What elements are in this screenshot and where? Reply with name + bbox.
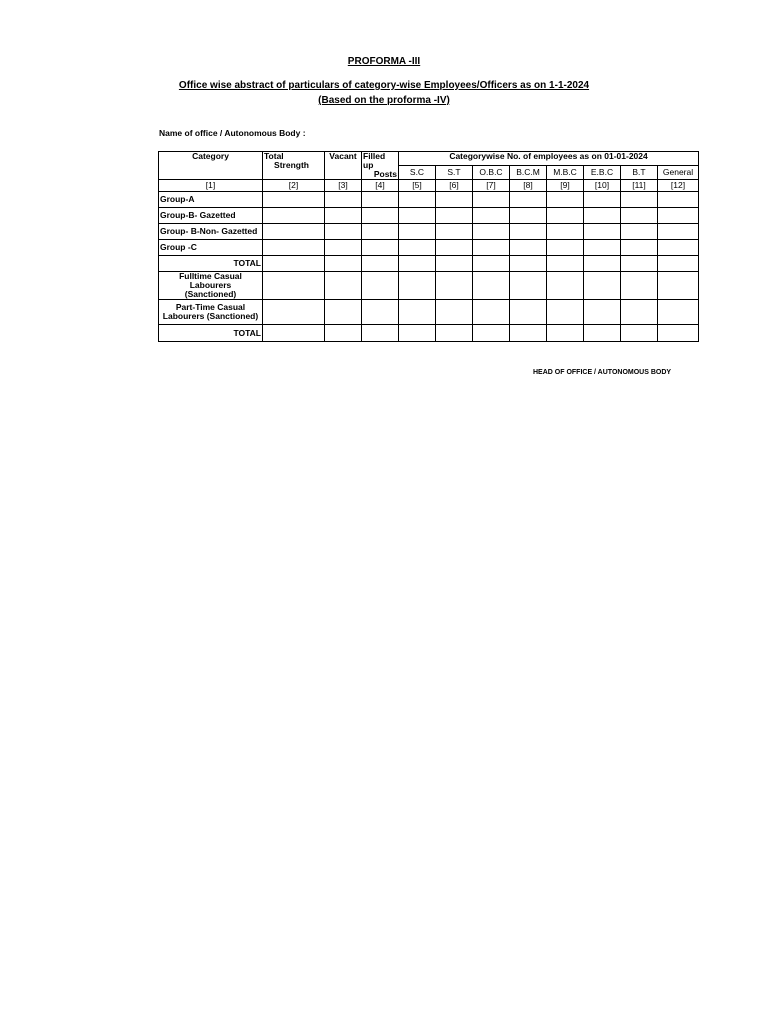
header-sc: S.C [399,166,436,180]
row-label-group-b-gazetted: Group-B- Gazetted [159,208,263,224]
empty-cell [263,256,325,272]
empty-cell [399,208,436,224]
empty-cell [399,224,436,240]
column-number: [1] [159,180,263,192]
empty-cell [621,272,658,300]
header-vacant: Vacant [325,152,362,180]
empty-cell [547,192,584,208]
empty-cell [362,256,399,272]
empty-cell [362,192,399,208]
header-categorywise: Categorywise No. of employees as on 01-01-2024 [399,152,699,166]
column-number: [4] [362,180,399,192]
empty-cell [325,300,362,325]
empty-cell [325,256,362,272]
empty-cell [362,300,399,325]
fulltime-label-line2: (Sanctioned) [184,289,237,299]
empty-cell [263,208,325,224]
empty-cell [473,224,510,240]
empty-cell [399,325,436,342]
empty-cell [584,224,621,240]
empty-cell [473,192,510,208]
based-on-note: (Based on the proforma -IV) [318,95,450,106]
empty-cell [399,300,436,325]
empty-cell [362,224,399,240]
empty-cell [325,192,362,208]
empty-cell [263,300,325,325]
empty-cell [621,300,658,325]
table-row [159,192,699,208]
empty-cell [621,325,658,342]
row-label-group-c: Group -C [159,240,263,256]
document-subtitle: Office wise abstract of particulars of category-wise Employees/Officers as on 1-1-2024 [178,80,590,91]
row-label-fulltime [159,272,263,300]
empty-cell [473,208,510,224]
header-obc: O.B.C [473,166,510,180]
empty-cell [658,224,699,240]
table-row [159,256,699,272]
header-mbc: M.B.C [547,166,584,180]
empty-cell [399,192,436,208]
column-number: [10] [584,180,621,192]
empty-cell [325,272,362,300]
empty-cell [362,325,399,342]
empty-cell [325,224,362,240]
empty-cell [436,192,473,208]
empty-cell [621,208,658,224]
table-row [159,208,699,224]
column-number: [2] [263,180,325,192]
empty-cell [325,208,362,224]
empty-cell [436,300,473,325]
header-posts-label: Posts [373,169,397,179]
empty-cell [263,192,325,208]
header-filled-up [362,152,399,180]
row-label-group-a: Group-A [159,192,263,208]
empty-cell [510,256,547,272]
office-name-label: Name of office / Autonomous Body : [159,128,306,138]
empty-cell [325,325,362,342]
empty-cell [436,240,473,256]
row-label-total: TOTAL [159,256,263,272]
column-number: [5] [399,180,436,192]
empty-cell [510,208,547,224]
parttime-label-line1: Part-Time Casual [175,302,246,312]
empty-cell [547,272,584,300]
empty-cell [473,300,510,325]
header-total-label: Total [264,151,284,161]
empty-cell [584,240,621,256]
empty-cell [658,256,699,272]
empty-cell [473,256,510,272]
header-bt: B.T [621,166,658,180]
empty-cell [547,208,584,224]
table-row [159,272,699,300]
empty-cell [263,272,325,300]
header-total-strength [263,152,325,180]
empty-cell [547,325,584,342]
table-row [159,224,699,240]
empty-cell [473,272,510,300]
empty-cell [263,224,325,240]
empty-cell [547,240,584,256]
table-row [159,300,699,325]
empty-cell [263,240,325,256]
empty-cell [547,300,584,325]
proforma-table [158,151,699,342]
header-strength-label: Strength [274,160,309,170]
empty-cell [584,325,621,342]
header-st: S.T [436,166,473,180]
column-number: [3] [325,180,362,192]
empty-cell [510,192,547,208]
empty-cell [658,192,699,208]
empty-cell [510,272,547,300]
empty-cell [325,240,362,256]
empty-cell [621,240,658,256]
empty-cell [658,240,699,256]
empty-cell [584,192,621,208]
table-row [159,325,699,342]
empty-cell [584,272,621,300]
column-number: [12] [658,180,699,192]
row-label-parttime [159,300,263,325]
empty-cell [658,208,699,224]
empty-cell [621,256,658,272]
empty-cell [658,272,699,300]
column-number: [11] [621,180,658,192]
empty-cell [362,240,399,256]
header-ebc: E.B.C [584,166,621,180]
table-row [159,240,699,256]
empty-cell [362,272,399,300]
column-number: [6] [436,180,473,192]
empty-cell [547,224,584,240]
header-filled-up-label: Filled up [363,151,386,170]
empty-cell [658,300,699,325]
empty-cell [436,325,473,342]
empty-cell [263,325,325,342]
fulltime-label-line1: Fulltime Casual Labourers [179,271,242,290]
empty-cell [436,272,473,300]
empty-cell [510,300,547,325]
empty-cell [584,300,621,325]
parttime-label-line2: Labourers (Sanctioned) [162,311,259,321]
empty-cell [584,208,621,224]
empty-cell [362,208,399,224]
empty-cell [399,256,436,272]
empty-cell [399,240,436,256]
column-number: [9] [547,180,584,192]
column-number: [8] [510,180,547,192]
empty-cell [621,192,658,208]
empty-cell [510,240,547,256]
empty-cell [436,224,473,240]
empty-cell [436,208,473,224]
header-category: Category [159,152,263,180]
empty-cell [584,256,621,272]
header-general: General [658,166,699,180]
empty-cell [510,224,547,240]
column-number: [7] [473,180,510,192]
document-title: PROFORMA -III [347,56,421,67]
empty-cell [621,224,658,240]
empty-cell [436,256,473,272]
row-label-total: TOTAL [159,325,263,342]
empty-cell [473,240,510,256]
row-label-group-b-non-gazetted: Group- B-Non- Gazetted [159,224,263,240]
signature-label: HEAD OF OFFICE / AUTONOMOUS BODY [533,369,672,376]
empty-cell [510,325,547,342]
empty-cell [473,325,510,342]
empty-cell [399,272,436,300]
header-bcm: B.C.M [510,166,547,180]
column-number-row [159,180,699,192]
empty-cell [547,256,584,272]
empty-cell [658,325,699,342]
